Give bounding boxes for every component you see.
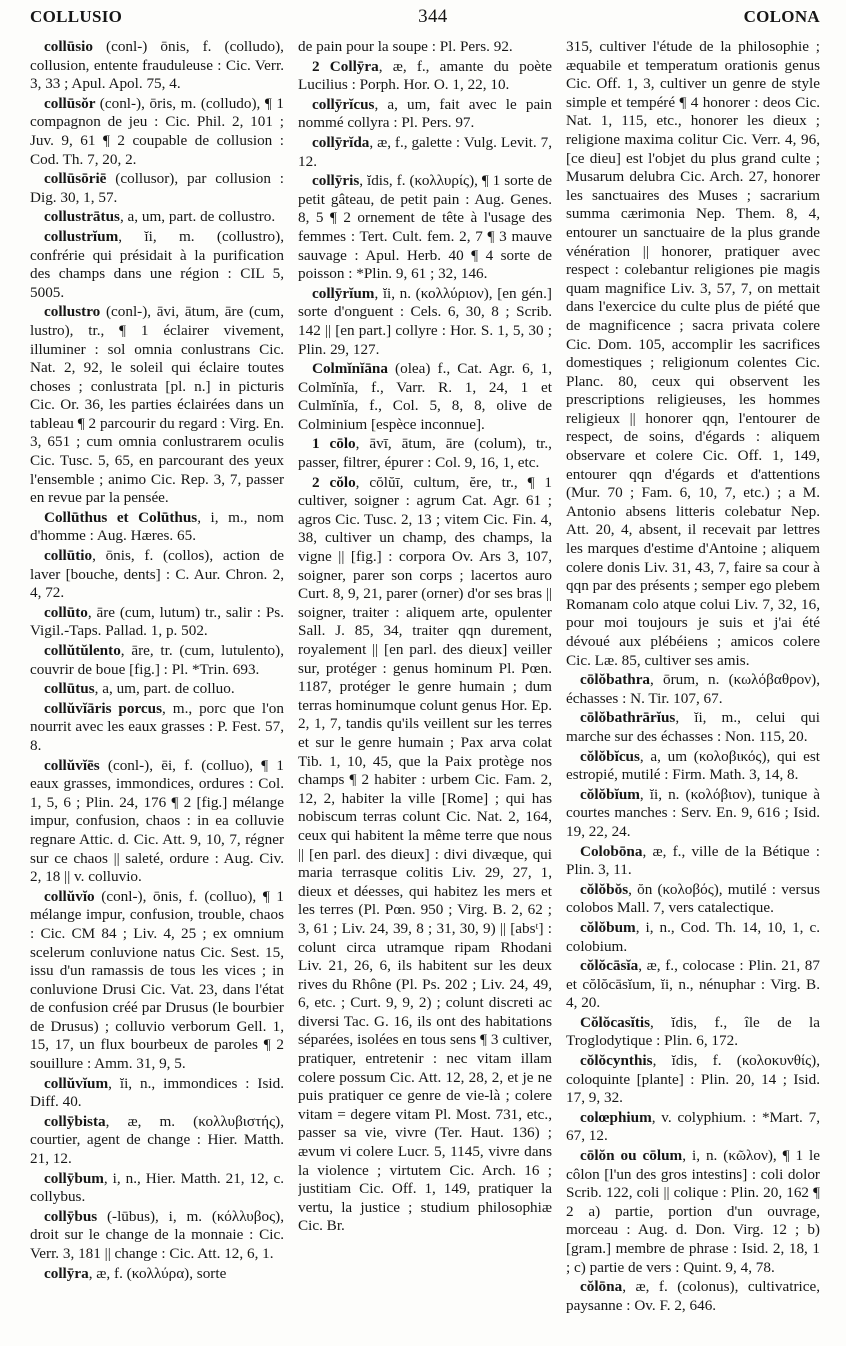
dictionary-entry: 1 cōlo, āvī, ātum, āre (colum), tr., passer, filtrer, épurer : Col. 9, 16, 1, etc.: [298, 435, 552, 472]
dictionary-entry: collȳra, æ, f. (κολλύρα), sorte: [44, 1264, 227, 1282]
headword: Colmĭnĭāna: [312, 360, 396, 378]
dictionary-entry: collustrĭum, ĭi, m. (collustro), confrérie qui présidait à la purification des champs dans une région : CIL 5, 5005.: [30, 227, 284, 301]
running-head-left: COLLUSIO: [30, 7, 123, 26]
headword: collŭtŭlento: [44, 642, 121, 659]
dictionary-entry: collūsŏr (conl-), ōris, m. (colludo), ¶ 1 compagnon de jeu : Cic. Phil. 2, 101 ; Juv. 9, 61 ¶ 2 coupable de collusion : Cod. Th. 7, 20, 2.: [30, 94, 284, 168]
headword: collūsio: [44, 38, 107, 55]
headword: collŭvĭum: [44, 1074, 109, 1092]
headword: cŏlŏbĭcus: [580, 747, 640, 765]
dictionary-entry: collȳbum, i, n., Hier. Matth. 21, 12, c. collybus.: [30, 1169, 284, 1206]
headword: cŏlōna: [580, 1278, 623, 1296]
dictionary-entry: colœphium, v. colyphium. : *Mart. 7, 67, 12.: [566, 1108, 820, 1145]
headword: collustro: [44, 303, 106, 321]
dictionary-entry: collūsio (conl-) ōnis, f. (colludo), collusion, entente frauduleuse : Cic. Verr. 3, 33 ; Apul. Apol. 75, 4.: [30, 38, 284, 93]
headword: Colobōna: [580, 842, 643, 860]
headword: cŏlŏcynthis: [580, 1052, 653, 1070]
headword: collȳrĭum: [312, 284, 375, 302]
dictionary-entry: cŏlōna, æ, f. (colonus), cultivatrice, paysanne : Ov. F. 2, 646.: [566, 1278, 820, 1314]
headword: 2 Collȳra: [312, 57, 379, 75]
dictionary-entry: de pain pour la soupe : Pl. Pers. 92.: [298, 38, 513, 55]
dictionary-entry: collȳbista, æ, m. (κολλυβιστής), courtier, agent de change : Hier. Matth. 21, 12.: [30, 1112, 284, 1168]
headword: 2 cŏlo: [312, 473, 356, 491]
dictionary-entry: collūsōriē (collusor), par collusion : Dig. 30, 1, 57.: [30, 170, 284, 206]
dictionary-entry: collūtus, a, um, part. de colluo.: [44, 680, 235, 698]
column-right: [566, 38, 820, 1340]
dictionary-entry: collŭvĭo (conl-), ōnis, f. (colluo), ¶ 1 mélange impur, confusion, trouble, chaos : Cic. CM 84 ; Liv. 4, 25 ; ex omnium scelerum conluvione natus Cic. Sest. 15, issu d'un ramassis de tous les vices ; in conluvione Drusi Cic. Vat. 23, dans l'état de confusion créé par Drusus (le bourbier de Drusus) ; colluvio verborum Gell. 1, 15, 17, un flux bourbeux de paroles ¶ 2 souillure : Amm. 31, 9, 5.: [30, 887, 284, 1073]
dictionary-entry: collȳris, ĭdis, f. (κολλυρίς), ¶ 1 sorte de petit gâteau, de petit pain : Aug. Genes. 8, 5 ¶ 2 ornement de tête à l'usage des femmes : Tert. Cult. fem. 2, 7 ¶ 3 mauve sauvage : Apul. Herb. 40 ¶ 4 sorte de poisson : *Plin. 9, 61 ; 32, 146.: [298, 172, 552, 283]
dictionary-entry: collŭtŭlento, āre, tr. (cum, lutulento), couvrir de boue [fig.] : Pl. *Trin. 693.: [30, 642, 284, 678]
headword: collūsōriē: [44, 170, 116, 188]
dictionary-entry: Colmĭnĭāna (olea) f., Cat. Agr. 6, 1, Colmĭnĭa, f., Varr. R. 1, 24, 1 et Culmĭnĭa, f., Col. 5, 8, 8, olive de Colminium [espèce inconnue].: [298, 360, 552, 433]
headword: collȳrĭda: [312, 133, 370, 151]
headword: collȳbum: [44, 1169, 104, 1187]
headword: cōlŏn ou cōlum: [580, 1147, 683, 1165]
headword: collŭvĭo: [44, 887, 102, 905]
dictionary-entry: collȳrĭda, æ, f., galette : Vulg. Levit. 7, 12.: [298, 133, 552, 170]
headword: cŏlŏcāsĭa: [580, 957, 639, 975]
headword: colœphium: [580, 1108, 652, 1126]
dictionary-entry: collȳrĭum, ĭi, n. (κολλύριον), [en gén.] sorte d'onguent : Cels. 6, 30, 8 ; Scrib. 142 || [en part.] collyre : Hor. S. 1, 5, 30 ; Plin. 29, 127.: [298, 284, 552, 358]
dictionary-entry: collustro (conl-), āvi, ātum, āre (cum, lustro), tr., ¶ 1 éclairer vivement, illuminer : sol omnia conlustrans Cic. Nat. 2, 92, le soleil qui éclaire toutes choses ; conlustrata [pl. n.] in picturis Cic. Or. 36, les parties éclairées dans un tableau ¶ 2 parcourir du regard : Virg. En. 3, 651 ; cum omnia conlustrarem oculis Cic. Tusc. 5, 65, en parcourant des yeux l'ensemble ; animo Cic. Rep. 3, 7, passer en revue par la pensée.: [30, 303, 284, 507]
dictionary-entry: collustrātus, a, um, part. de collustro.: [44, 208, 276, 226]
page-number: 344: [418, 6, 448, 27]
headword: collȳrĭcus: [312, 95, 375, 113]
headword: Collūthus et Colūthus: [44, 508, 198, 526]
page-header: [30, 6, 820, 32]
headword: 1 cōlo: [312, 435, 356, 453]
headword: collūtus: [44, 680, 95, 698]
headword: collŭvĭāris porcus: [44, 699, 163, 717]
dictionary-entry: collūto, āre (cum, lutum) tr., salir : Ps. Vigil.-Taps. Pallad. 1, p. 502.: [30, 603, 284, 640]
headword: collȳbista: [44, 1112, 106, 1130]
dictionary-entry: cŏlŏbĭcus, a, um (κολοβικός), qui est estropié, mutilé : Firm. Math. 3, 14, 8.: [566, 747, 820, 784]
headword: collūsŏr: [44, 94, 100, 112]
dictionary-entry: cŏlŏcynthis, ĭdis, f. (κολοκυνθίς), coloquinte [plante] : Plin. 20, 14 ; Isid. 17, 9, 32.: [566, 1052, 820, 1107]
headword: cŏlŏbum: [580, 918, 636, 936]
dictionary-entry: Cŏlŏcasĭtis, ĭdis, f., île de la Troglodytique : Plin. 6, 172.: [566, 1013, 820, 1050]
headword: collȳbus: [44, 1207, 107, 1225]
headword: collustrĭum: [44, 227, 119, 245]
column-middle: [298, 38, 552, 1340]
dictionary-entry: collȳbus (-lūbus), i, m. (κόλλυβος), droit sur le change de la monnaie : Cic. Verr. 3, 181 || change : Cic. Att. 12, 6, 1.: [30, 1207, 284, 1262]
dictionary-entry: Colobōna, æ, f., ville de la Bétique : Plin. 3, 11.: [566, 842, 820, 879]
dictionary-entry: collŭvĭāris porcus, m., porc que l'on nourrit avec les eaux grasses : P. Fest. 57, 8.: [30, 699, 284, 754]
column-left: [30, 38, 284, 1340]
headword: collūtio: [44, 547, 93, 565]
headword: cŏlŏbŏs: [580, 880, 629, 898]
dictionary-entry: cŏlŏbŏs, ŏn (κολοβός), mutilé : versus colobos Mall. 7, vers catalectique.: [566, 880, 820, 917]
headword: collūto: [44, 603, 88, 621]
dictionary-entry: 315, cultiver l'étude de la philosophie ; æquabile et temperatum orationis genus Cic. Off. 1, 3, cultiver un genre de style simple et tempéré ¶ 4 honorer : deos Cic. Nat. 1, 115, etc., honorer les dieux ; religione maxima colitur Cic. Verr. 4, 96, [ce dieu] est l'objet du plus grand culte ; Musarum delubra Cic. Arch. 27, honorer les sanctuaires des Muses ; sacrarium summa cærimonia Nep. Them. 8, 4, entourer un sanctuaire de la plus grande vénération || honorer, pratiquer avec respect : colebantur religiones pie magis quam magnifice Liv. 3, 57, 7, on mettait dans l'exercice du culte plus de piété que de magnificence ; sacra privata colere Cic. Dom. 105, accomplir les sacrifices domestiques ; religionum colentes Cic. Planc. 80, ceux qui observent les prescriptions religieuses, les hommes religieux || honorer qqn, l'entourer de respect, de soins, d'égards : aliquem observare et colere Cic. Off. 1, 149, entourer qqn d'égards et d'attentions (Mur. 70 ; Fam. 6, 10, 7, etc.) ; a M. Antonio absens litteris colebatur Nep. Att. 20, 4, absent, il recevait par lettres les marques d'estime d'Antoine ; aliquem colere donis Liv. 31, 43, 7, faire sa cour à qqn par des présents ; semper ego plebem Romanam colo atque colui Liv. 7, 32, 16, pour moi toujours je suis et j'ai été dévoué aux plébéiens ; amicos colere Cic. Læ. 85, cultiver ses amis.: [566, 38, 820, 669]
dictionary-entry: cōlŏbathra, ōrum, n. (κωλόβαθρον), échasses : N. Tir. 107, 67.: [566, 671, 820, 707]
headword: collȳris: [312, 172, 360, 190]
running-head-right: COLONA: [743, 7, 820, 26]
dictionary-entry: cōlŏn ou cōlum, i, n. (κῶλον), ¶ 1 le côlon [l'un des gros intestins] : coli dolor Scrib. 122, coli || colique : Plin. 20, 162 ¶ 2 a) partie, portion d'un ouvrage, morceau : Aug. d. Don. Virg. 12 ; b) [gram.] membre de phrase : Isid. 2, 18, 1 ; c) partie de vers : Quint. 9, 4, 78.: [566, 1147, 820, 1276]
dictionary-entry: 2 cŏlo, cŏlŭī, cultum, ĕre, tr., ¶ 1 cultiver, soigner : agrum Cat. Agr. 61 ; agros Cic. Tusc. 2, 13 ; vitem Cic. Fin. 4, 38, cultiver un champ, des champs, la vigne || [fig.] : corpora Ov. Ars 3, 107, soigner, parer son corps ; lacertos auro Curt. 8, 9, 21, parer (orner) d'or ses bras || soigner, traiter : aliquem arte, opulenter Sall. J. 85, 34, traiter qqn durement, royalement || [en parl. des dieux] veiller sur, protéger : genus hominum Pl. Pœn. 1187, protéger le genre humain ; dum terras hominumque colunt genus Hor. Ep. 2, 1, 7, tandis qu'ils veillent sur les terres et sur le genre humain ; Pax arva colat Tib. 1, 10, 45, que la Paix protège nos champs ¶ 2 habiter : urbem Cic. Fam. 2, 12, 2, habiter la ville [Rome] ; qui has nobiscum terras colunt Cic. Nat. 2, 164, ceux qui habitent la même terre que nous || [en parl. des dieux] : divi divæque, qui maria terrasque colitis Liv. 29, 27, 1, dieux et déesses, qui habitez les mers et les terres (Pl. Pœn. 950 ; Virg. B. 2, 62 ; 3, 61 ; Liv. 24, 39, 8 ; 31, 30, 9) || [absᵗ] : colunt circa utramque ripam Rhodani Liv. 21, 26, 6, ils habitent sur les deux rives du Rhône (Pl. Ps. 202 ; Liv. 24, 49, 6, etc. ; Curt. 9, 9, 2) ; colunt discreti ac diversi Tac. G. 16, ils ont des habitations séparées, isolées en tous sens ¶ 3 cultiver, pratiquer, entretenir : nec vitam illam colere possum Cic. Att. 12, 28, 2, et je ne puis pratiquer ce genre de vie-là ; colere vitam = degere vitam Pl. Most. 731, etc., passer sa vie, vivre (Ter. Haut. 136) ; ævum vi colere Lucr. 5, 1145, vivre dans la violence ; virtutem Cic. Arch. 16 ; justitiam Cic. Off. 1, 149, pratiquer la vertu, la justice ; studium philosophiæ Cic. Br.: [298, 473, 552, 1235]
dictionary-entry: collȳrĭcus, a, um, fait avec le pain nommé collyra : Pl. Pers. 97.: [298, 95, 552, 132]
headword: collŭvĭēs: [44, 756, 108, 774]
dictionary-entry: collŭvĭēs (conl-), ēi, f. (colluo), ¶ 1 eaux grasses, immondices, ordures : Col. 1, 5, 6 ; Plin. 24, 176 ¶ 2 [fig.] mélange impur, confusion, chaos : in ea colluvie regnare Attic. d. Cic. Att. 9, 10, 7, régner sur ce chaos || saleté, ordure : Aug. Civ. 2, 18 || v. colluvio.: [30, 756, 284, 886]
headword: cŏlŏbĭum: [580, 785, 640, 803]
columns: [30, 38, 824, 1340]
headword: collustrātus: [44, 208, 120, 226]
dictionary-entry: cŏlŏcāsĭa, æ, f., colocase : Plin. 21, 87 et cŏlŏcāsĭum, ĭi, n., nénuphar : Virg. B. 4, 20.: [566, 957, 820, 1012]
dictionary-entry: cŏlŏbĭum, ĭi, n. (κολόβιον), tunique à courtes manches : Serv. En. 9, 616 ; Isid. 19, 22, 24.: [566, 785, 820, 840]
dictionary-entry: collūtio, ōnis, f. (collos), action de laver [bouche, dents] : C. Aur. Chron. 2, 4, 72.: [30, 547, 284, 602]
headword: cōlŏbathrārĭus: [580, 709, 676, 727]
dictionary-entry: Collūthus et Colūthus, i, m., nom d'homme : Aug. Hæres. 65.: [30, 508, 284, 545]
dictionary-entry: collŭvĭum, ĭi, n., immondices : Isid. Diff. 40.: [30, 1074, 284, 1111]
headword: Cŏlŏcasĭtis: [580, 1013, 651, 1031]
dictionary-entry: cōlŏbathrārĭus, ĭi, m., celui qui marche sur des échasses : Non. 115, 20.: [566, 709, 820, 745]
dictionary-entry: cŏlŏbum, i, n., Cod. Th. 14, 10, 1, c. colobium.: [566, 918, 820, 955]
dictionary-entry: 2 Collȳra, æ, f., amante du poète Lucilius : Porph. Hor. O. 1, 22, 10.: [298, 57, 552, 94]
headword: collȳra: [44, 1264, 89, 1282]
headword: cōlŏbathra: [580, 671, 651, 689]
